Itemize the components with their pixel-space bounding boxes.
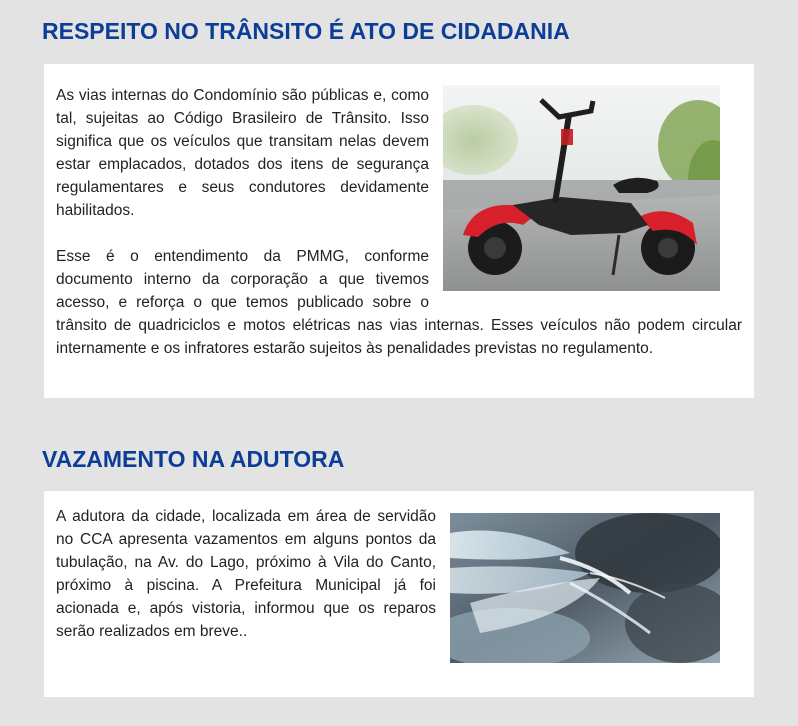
section-title-traffic: RESPEITO NO TRÂNSITO É ATO DE CIDADANIA: [42, 18, 570, 44]
article-card-traffic: [44, 64, 754, 398]
article-paragraph: As vias internas do Condomínio são públicas e, como tal, sujeitas ao Código Brasileiro de Trânsito. Isso significa que os veículos que transitam nelas devem estar emplacados, dotados dos itens de segurança regulamentares e seus condutores devidamente habilitados.: [56, 87, 429, 219]
section-title-leak: VAZAMENTO NA ADUTORA: [42, 446, 345, 472]
article-paragraph: A adutora da cidade, localizada em área de servidão no CCA apresenta vazamentos em alguns pontos da tubulação, na Av. do Lago, próximo à Vila do Canto, próximo à piscina. A Prefeitura Municipal já foi acionada e, após vistoria, informou que os reparos serão realizados em breve..: [56, 508, 436, 640]
article-card-leak: [44, 491, 754, 697]
article-paragraph: Esse é o entendimento da PMMG, conforme documento interno da corporação a que tivemos acesso, e reforça o que temos publicado sobre o trânsito de quadriciclos e motos elétricas nas vias internas. Esses veículos não podem circular internamente e os infratores estarão sujeitos às penalidades previstas no regulamento.: [56, 248, 742, 357]
water-leak-photo: [450, 513, 720, 663]
electric-scooter-photo: [443, 85, 720, 291]
